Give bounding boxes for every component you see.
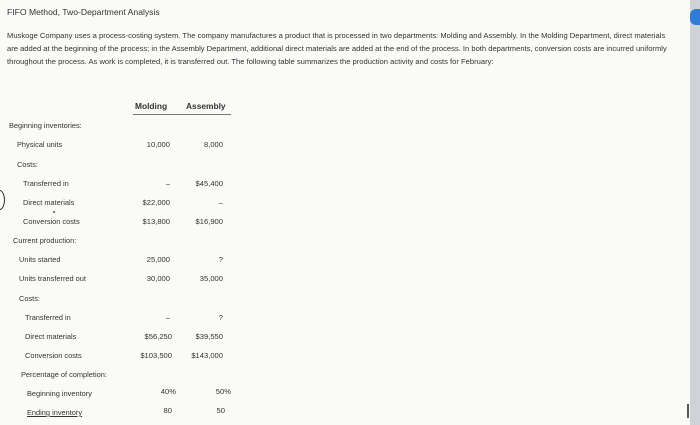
value-assembly-beginning-inventory: 50% [215, 387, 231, 396]
value-assembly-units-transferred-out: 35,000 [199, 274, 223, 283]
value-assembly-transferred-in-beginning: $45,400 [195, 179, 223, 188]
value-molding-units-transferred-out: 30,000 [146, 274, 170, 283]
value-molding-beginning-inventory: 40% [160, 387, 176, 396]
page-title: FIFO Method, Two-Department Analysis [7, 7, 160, 17]
ring-binder-icon [0, 190, 5, 210]
column-header-assembly: Assembly [186, 101, 226, 111]
label-direct-materials-beginning: Direct materials [23, 198, 75, 207]
header-rule [133, 114, 231, 115]
value-molding-conversion-costs-beginning: $13,800 [142, 217, 170, 226]
value-molding-transferred-in-current: – [165, 313, 170, 322]
label-percentage-completion: Percentage of completion: [21, 370, 107, 379]
right-edge-tab-button[interactable] [690, 9, 700, 25]
value-assembly-ending-inventory: 50 [216, 406, 225, 415]
value-assembly-transferred-in-current: ? [218, 313, 223, 322]
label-ending-inventory: Ending inventory [27, 408, 83, 417]
value-molding-direct-materials-current: $56,250 [144, 332, 172, 341]
value-molding-transferred-in-beginning: – [165, 179, 170, 188]
value-assembly-direct-materials-current: $39,550 [195, 332, 223, 341]
value-molding-units-started: 25,000 [146, 255, 170, 264]
label-conversion-costs-beginning: Conversion costs [23, 217, 80, 226]
label-units-transferred-out: Units transferred out [19, 274, 86, 283]
value-assembly-physical-units: 8,000 [203, 140, 223, 149]
small-dot-icon [53, 211, 55, 213]
value-assembly-direct-materials-beginning: – [218, 198, 223, 207]
label-units-started: Units started [19, 255, 61, 264]
column-header-molding: Molding [135, 101, 168, 111]
label-conversion-costs-current: Conversion costs [25, 351, 82, 360]
right-edge-strip [690, 0, 700, 425]
label-costs-current: Costs: [19, 294, 40, 303]
label-costs-beginning: Costs: [17, 160, 38, 169]
value-assembly-conversion-costs-beginning: $16,900 [195, 217, 223, 226]
label-current-production: Current production: [13, 236, 77, 245]
label-transferred-in-current: Transferred in [25, 313, 71, 322]
value-molding-ending-inventory: 80 [163, 406, 172, 415]
label-beginning-inventory: Beginning inventory [27, 389, 92, 398]
value-assembly-units-started: ? [218, 255, 223, 264]
label-direct-materials-current: Direct materials [25, 332, 77, 341]
problem-description: Muskoge Company uses a process-costing system. The company manufactures a product that is processed in two departments: Molding and Assembly. In the Molding Department, direct materials are added at the beginning of the process; in the Assembly Department, additional direct materials are added at the end of the process. In both departments, conversion costs are incurred uniformly throughout the process. As work is completed, it is transferred out. The following table summarizes the production activity and costs for February: [7, 31, 667, 66]
corner-mark [687, 404, 689, 418]
label-beginning-inventories: Beginning inventories: [9, 121, 82, 130]
label-transferred-in-beginning: Transferred in [23, 179, 69, 188]
label-physical-units: Physical units [17, 140, 63, 149]
value-assembly-conversion-costs-current: $143,000 [191, 351, 223, 360]
value-molding-physical-units: 10,000 [146, 140, 170, 149]
value-molding-direct-materials-beginning: $22,000 [142, 198, 170, 207]
value-molding-conversion-costs-current: $103,500 [140, 351, 172, 360]
